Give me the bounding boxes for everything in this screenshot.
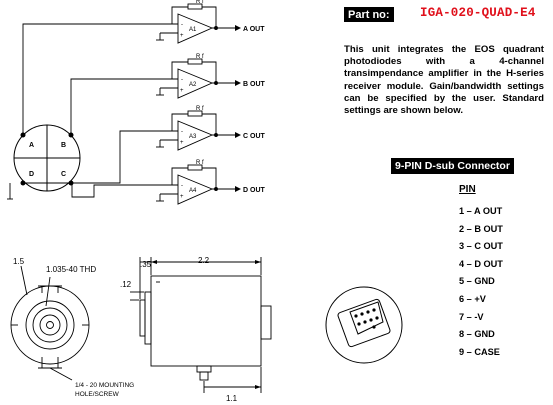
dim-arrow-base [255, 385, 261, 389]
dim-step: .12 [120, 280, 132, 289]
arrow-d-out [235, 186, 241, 192]
pin-item-9: 9 – CASE [459, 346, 500, 357]
amp-a3-plus: + [180, 140, 184, 146]
dsub-connector-icon [326, 287, 402, 363]
amp-a3-feedback: R f [196, 106, 204, 112]
product-description: This unit integrates the EOS quadrant photodiodes with a 4-channel transimpendance amplifier in the H-series receiver module. Gain/bandwidth settings can be specified by the user. Standard settings are shown below. [344, 44, 544, 117]
amp-a1-name: A1 [189, 27, 197, 33]
part-number-value: IGA-020-QUAD-E4 [420, 6, 536, 20]
dim-arrow-right [255, 260, 261, 264]
pin-list [459, 205, 503, 363]
amp-a4-feedback: R f [196, 160, 204, 166]
pin-item-8: 8 – GND [459, 329, 495, 340]
pin-item-1: 1 – A OUT [459, 206, 503, 216]
dim-arrow-left [151, 260, 157, 264]
pin-item-4: 4 – D OUT [459, 258, 503, 269]
pin-item-6: 6 – +V [459, 293, 486, 304]
amp-a4-plus: + [180, 194, 184, 200]
quadrant-d-label: D [29, 171, 35, 178]
amp-a2-feedback: R f [196, 54, 204, 60]
output-b-label: B OUT [243, 81, 265, 88]
output-d-label: D OUT [243, 187, 265, 194]
amp-a4-minus: - [181, 183, 183, 189]
quadrant-c-label: C [61, 171, 67, 178]
dim-mounting-hole: HOLE/SCREW [75, 391, 119, 398]
arrow-b-out [235, 80, 241, 86]
arrow-c-out [235, 132, 241, 138]
dim-base: 1.1 [226, 394, 238, 403]
quadrant-a-label: A [29, 142, 35, 149]
dim-flange: .35 [140, 260, 152, 269]
amp-a2-name: A2 [189, 82, 197, 88]
part-number-label: Part no: [344, 7, 394, 22]
amp-a1-plus: + [180, 33, 184, 39]
pin-item-2: 2 – B OUT [459, 223, 503, 234]
amp-a2-minus: - [181, 77, 183, 83]
dim-mounting: 1/4 - 20 MOUNTING [75, 382, 135, 389]
amp-a1-minus: - [181, 22, 183, 28]
amp-a1-feedback: R f [196, 0, 204, 5]
amp-a3-minus: - [181, 129, 183, 135]
dim-length: 2.2 [198, 256, 210, 265]
output-a-label: A OUT [243, 26, 265, 33]
pin-header: PIN [459, 184, 476, 195]
output-c-label: C OUT [243, 133, 265, 140]
amp-a3-name: A3 [189, 134, 197, 140]
pin-item-5: 5 – GND [459, 276, 495, 287]
side-view [130, 257, 271, 393]
dim-thread: 1.035-40 THD [46, 265, 97, 274]
quadrant-b-label: B [61, 142, 67, 149]
connector-title: 9-PIN D-sub Connector [391, 158, 514, 174]
arrow-a-out [235, 25, 241, 31]
pin-item-3: 3 – C OUT [459, 241, 503, 252]
amp-a2-plus: + [180, 88, 184, 94]
amp-a4-name: A4 [189, 188, 197, 194]
dim-front-diameter: 1.5 [13, 257, 25, 266]
front-view [11, 266, 89, 380]
pin-item-7: 7 – -V [459, 311, 484, 322]
